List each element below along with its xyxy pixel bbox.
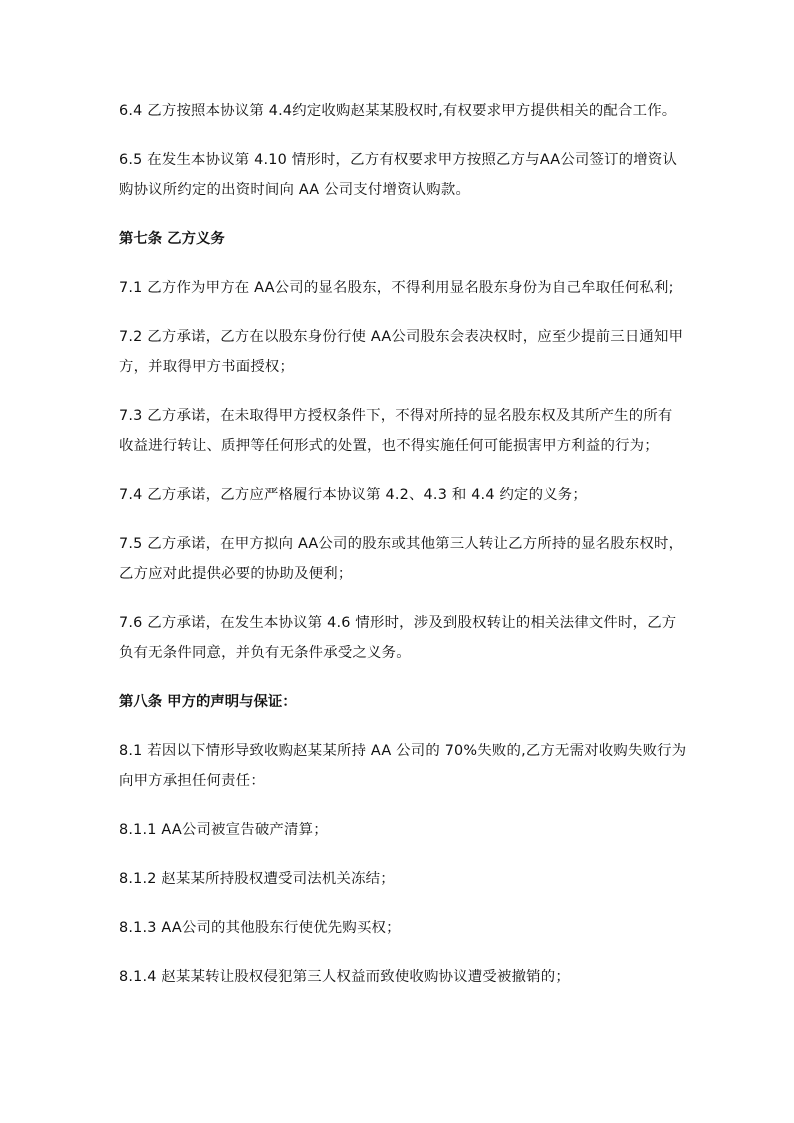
document-body [119,96,689,1011]
text-line: 8.1 若因以下情形导致收购赵某某所持 AA 公司的 70%失败的,乙方无需对收购失败行为 [119,743,687,759]
clause-8-1-3 [119,913,689,943]
article-8-heading [119,687,689,717]
text-line: 7.3 乙方承诺，在未取得甲方授权条件下，不得对所持的显名股东权及其所产生的所有 [119,408,673,424]
clause-7-4 [119,480,689,510]
clause-8-1-2 [119,864,689,894]
clause-8-1-1 [119,815,689,845]
text-line: 7.6 乙方承诺，在发生本协议第 4.6 情形时，涉及到股权转让的相关法律文件时，乙方 [119,615,677,631]
clause-8-1-4 [119,962,689,992]
text-line: 7.1 乙方作为甲方在 AA公司的显名股东，不得利用显名股东身份为自己牟取任何私利; [119,280,674,296]
clause-6-5 [119,145,689,205]
text-line: 7.2 乙方承诺，乙方在以股东身份行使 AA公司股东会表决权时，应至少提前三日通知甲 [119,329,684,345]
clause-7-2 [119,322,689,382]
clause-8-1 [119,736,689,796]
text-line: 购协议所约定的出资时间向 AA 公司支付增资认购款。 [119,182,471,198]
text-line: 7.4 乙方承诺，乙方应严格履行本协议第 4.2、4.3 和 4.4 约定的义务； [119,487,587,503]
text-line: 8.1.1 AA公司被宣告破产清算； [119,822,328,838]
text-line: 收益进行转让、质押等任何形式的处置，也不得实施任何可能损害甲方利益的行为； [119,438,659,454]
text-line: 方，并取得甲方书面授权； [119,359,295,375]
clause-7-6 [119,608,689,668]
article-7-heading [119,224,689,254]
clause-7-5 [119,529,689,589]
text-line: 8.1.3 AA公司的其他股东行使优先购买权； [119,920,401,936]
clause-7-3 [119,401,689,461]
clause-6-4 [119,96,689,126]
text-line: 6.4 乙方按照本协议第 4.4约定收购赵某某股权时,有权要求甲方提供相关的配合工作。 [119,103,677,119]
heading-text: 第七条 乙方义务 [119,231,225,247]
text-line: 向甲方承担任何责任： [119,773,265,789]
heading-text: 第八条 甲方的声明与保证： [119,694,297,710]
text-line: 8.1.2 赵某某所持股权遭受司法机关冻结； [119,871,395,887]
text-line: 乙方应对此提供必要的协助及便利； [119,566,353,582]
clause-7-1 [119,273,689,303]
text-line: 8.1.4 赵某某转让股权侵犯第三人权益而致使收购协议遭受被撤销的； [119,969,570,985]
text-line: 负有无条件同意，并负有无条件承受之义务。 [119,645,411,661]
text-line: 7.5 乙方承诺，在甲方拟向 AA公司的股东或其他第三人转让乙方所持的显名股东权时， [119,536,684,552]
text-line: 6.5 在发生本协议第 4.10 情形时，乙方有权要求甲方按照乙方与AA公司签订的增资认 [119,152,678,168]
